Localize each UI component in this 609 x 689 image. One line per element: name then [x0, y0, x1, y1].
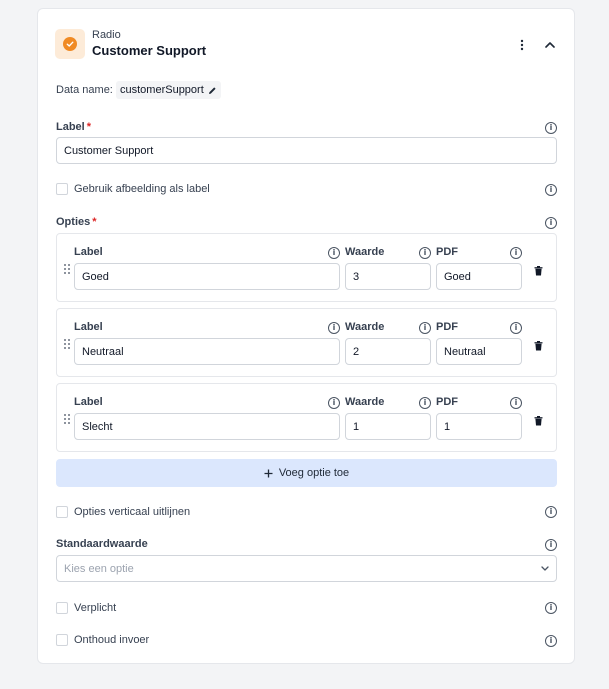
- required-asterisk: *: [92, 216, 97, 228]
- option-label-input[interactable]: Goed: [74, 263, 340, 290]
- trash-icon[interactable]: [534, 413, 543, 431]
- field-settings-card: [37, 8, 575, 664]
- data-name-chip[interactable]: [116, 81, 221, 99]
- field-title: Customer Support: [92, 43, 207, 58]
- option-label-info-icon[interactable]: i: [328, 397, 340, 409]
- required-checkbox-label: Verplicht: [74, 602, 117, 614]
- option-label-info-icon[interactable]: i: [328, 247, 340, 259]
- option-value-input[interactable]: 2: [345, 338, 431, 365]
- vertical-align-checkbox-label: Opties verticaal uitlijnen: [74, 506, 191, 518]
- pencil-icon[interactable]: [208, 86, 217, 95]
- vertical-align-info-icon[interactable]: i: [545, 506, 557, 518]
- option-pdf-header: PDF: [436, 396, 458, 408]
- drag-handle-icon[interactable]: [63, 262, 71, 274]
- option-row: [56, 308, 557, 377]
- label-field-label: Label *: [56, 121, 92, 133]
- option-label-input[interactable]: Neutraal: [74, 338, 340, 365]
- default-value-placeholder: Kies een optie: [64, 562, 134, 575]
- option-pdf-header: PDF: [436, 321, 458, 333]
- required-info-icon[interactable]: i: [545, 602, 557, 614]
- option-value-header: Waarde: [345, 246, 385, 258]
- image-label-info-icon[interactable]: i: [545, 184, 557, 196]
- option-value-header: Waarde: [345, 321, 385, 333]
- option-pdf-info-icon[interactable]: i: [510, 397, 522, 409]
- required-asterisk: *: [86, 121, 92, 133]
- option-pdf-info-icon[interactable]: i: [510, 247, 522, 259]
- options-label: Opties *: [56, 216, 97, 228]
- vertical-align-checkbox[interactable]: [56, 506, 68, 518]
- add-option-button[interactable]: [56, 459, 557, 487]
- default-value-info-icon[interactable]: i: [545, 539, 557, 551]
- remember-input-info-icon[interactable]: i: [545, 635, 557, 647]
- option-value-header: Waarde: [345, 396, 385, 408]
- option-pdf-input[interactable]: Goed: [436, 263, 522, 290]
- options-info-icon[interactable]: i: [545, 217, 557, 229]
- option-label-header: Label: [74, 321, 103, 333]
- data-name-label: Data name:: [56, 84, 113, 96]
- data-name-value: customerSupport: [120, 84, 204, 96]
- more-options-icon[interactable]: [512, 35, 532, 55]
- remember-input-checkbox[interactable]: [56, 634, 68, 646]
- option-value-info-icon[interactable]: i: [419, 247, 431, 259]
- trash-icon[interactable]: [534, 338, 543, 356]
- label-input[interactable]: Customer Support: [56, 137, 557, 164]
- option-label-input[interactable]: Slecht: [74, 413, 340, 440]
- label-info-icon[interactable]: i: [545, 122, 557, 134]
- option-value-info-icon[interactable]: i: [419, 322, 431, 334]
- option-row: [56, 233, 557, 302]
- option-value-input[interactable]: 1: [345, 413, 431, 440]
- add-option-label: Voeg optie toe: [278, 467, 350, 479]
- option-pdf-info-icon[interactable]: i: [510, 322, 522, 334]
- plus-icon: [264, 469, 273, 478]
- option-pdf-header: PDF: [436, 246, 458, 258]
- option-label-info-icon[interactable]: i: [328, 322, 340, 334]
- option-value-input[interactable]: 3: [345, 263, 431, 290]
- default-value-label: Standaardwaarde: [56, 538, 148, 550]
- image-label-checkbox-label: Gebruik afbeelding als label: [74, 183, 210, 195]
- default-value-select[interactable]: [56, 555, 557, 582]
- remember-input-checkbox-label: Onthoud invoer: [74, 634, 150, 646]
- image-label-checkbox[interactable]: [56, 183, 68, 195]
- required-checkbox[interactable]: [56, 602, 68, 614]
- collapse-chevron-up-icon[interactable]: [540, 35, 560, 55]
- option-label-header: Label: [74, 396, 103, 408]
- drag-handle-icon[interactable]: [63, 337, 71, 349]
- chevron-down-icon: [541, 566, 549, 571]
- option-label-header: Label: [74, 246, 103, 258]
- option-pdf-input[interactable]: 1: [436, 413, 522, 440]
- trash-icon[interactable]: [534, 263, 543, 281]
- field-type-label: Radio: [92, 29, 121, 41]
- radio-type-icon: [55, 29, 85, 59]
- drag-handle-icon[interactable]: [63, 412, 71, 424]
- option-value-info-icon[interactable]: i: [419, 397, 431, 409]
- option-pdf-input[interactable]: Neutraal: [436, 338, 522, 365]
- option-row: [56, 383, 557, 452]
